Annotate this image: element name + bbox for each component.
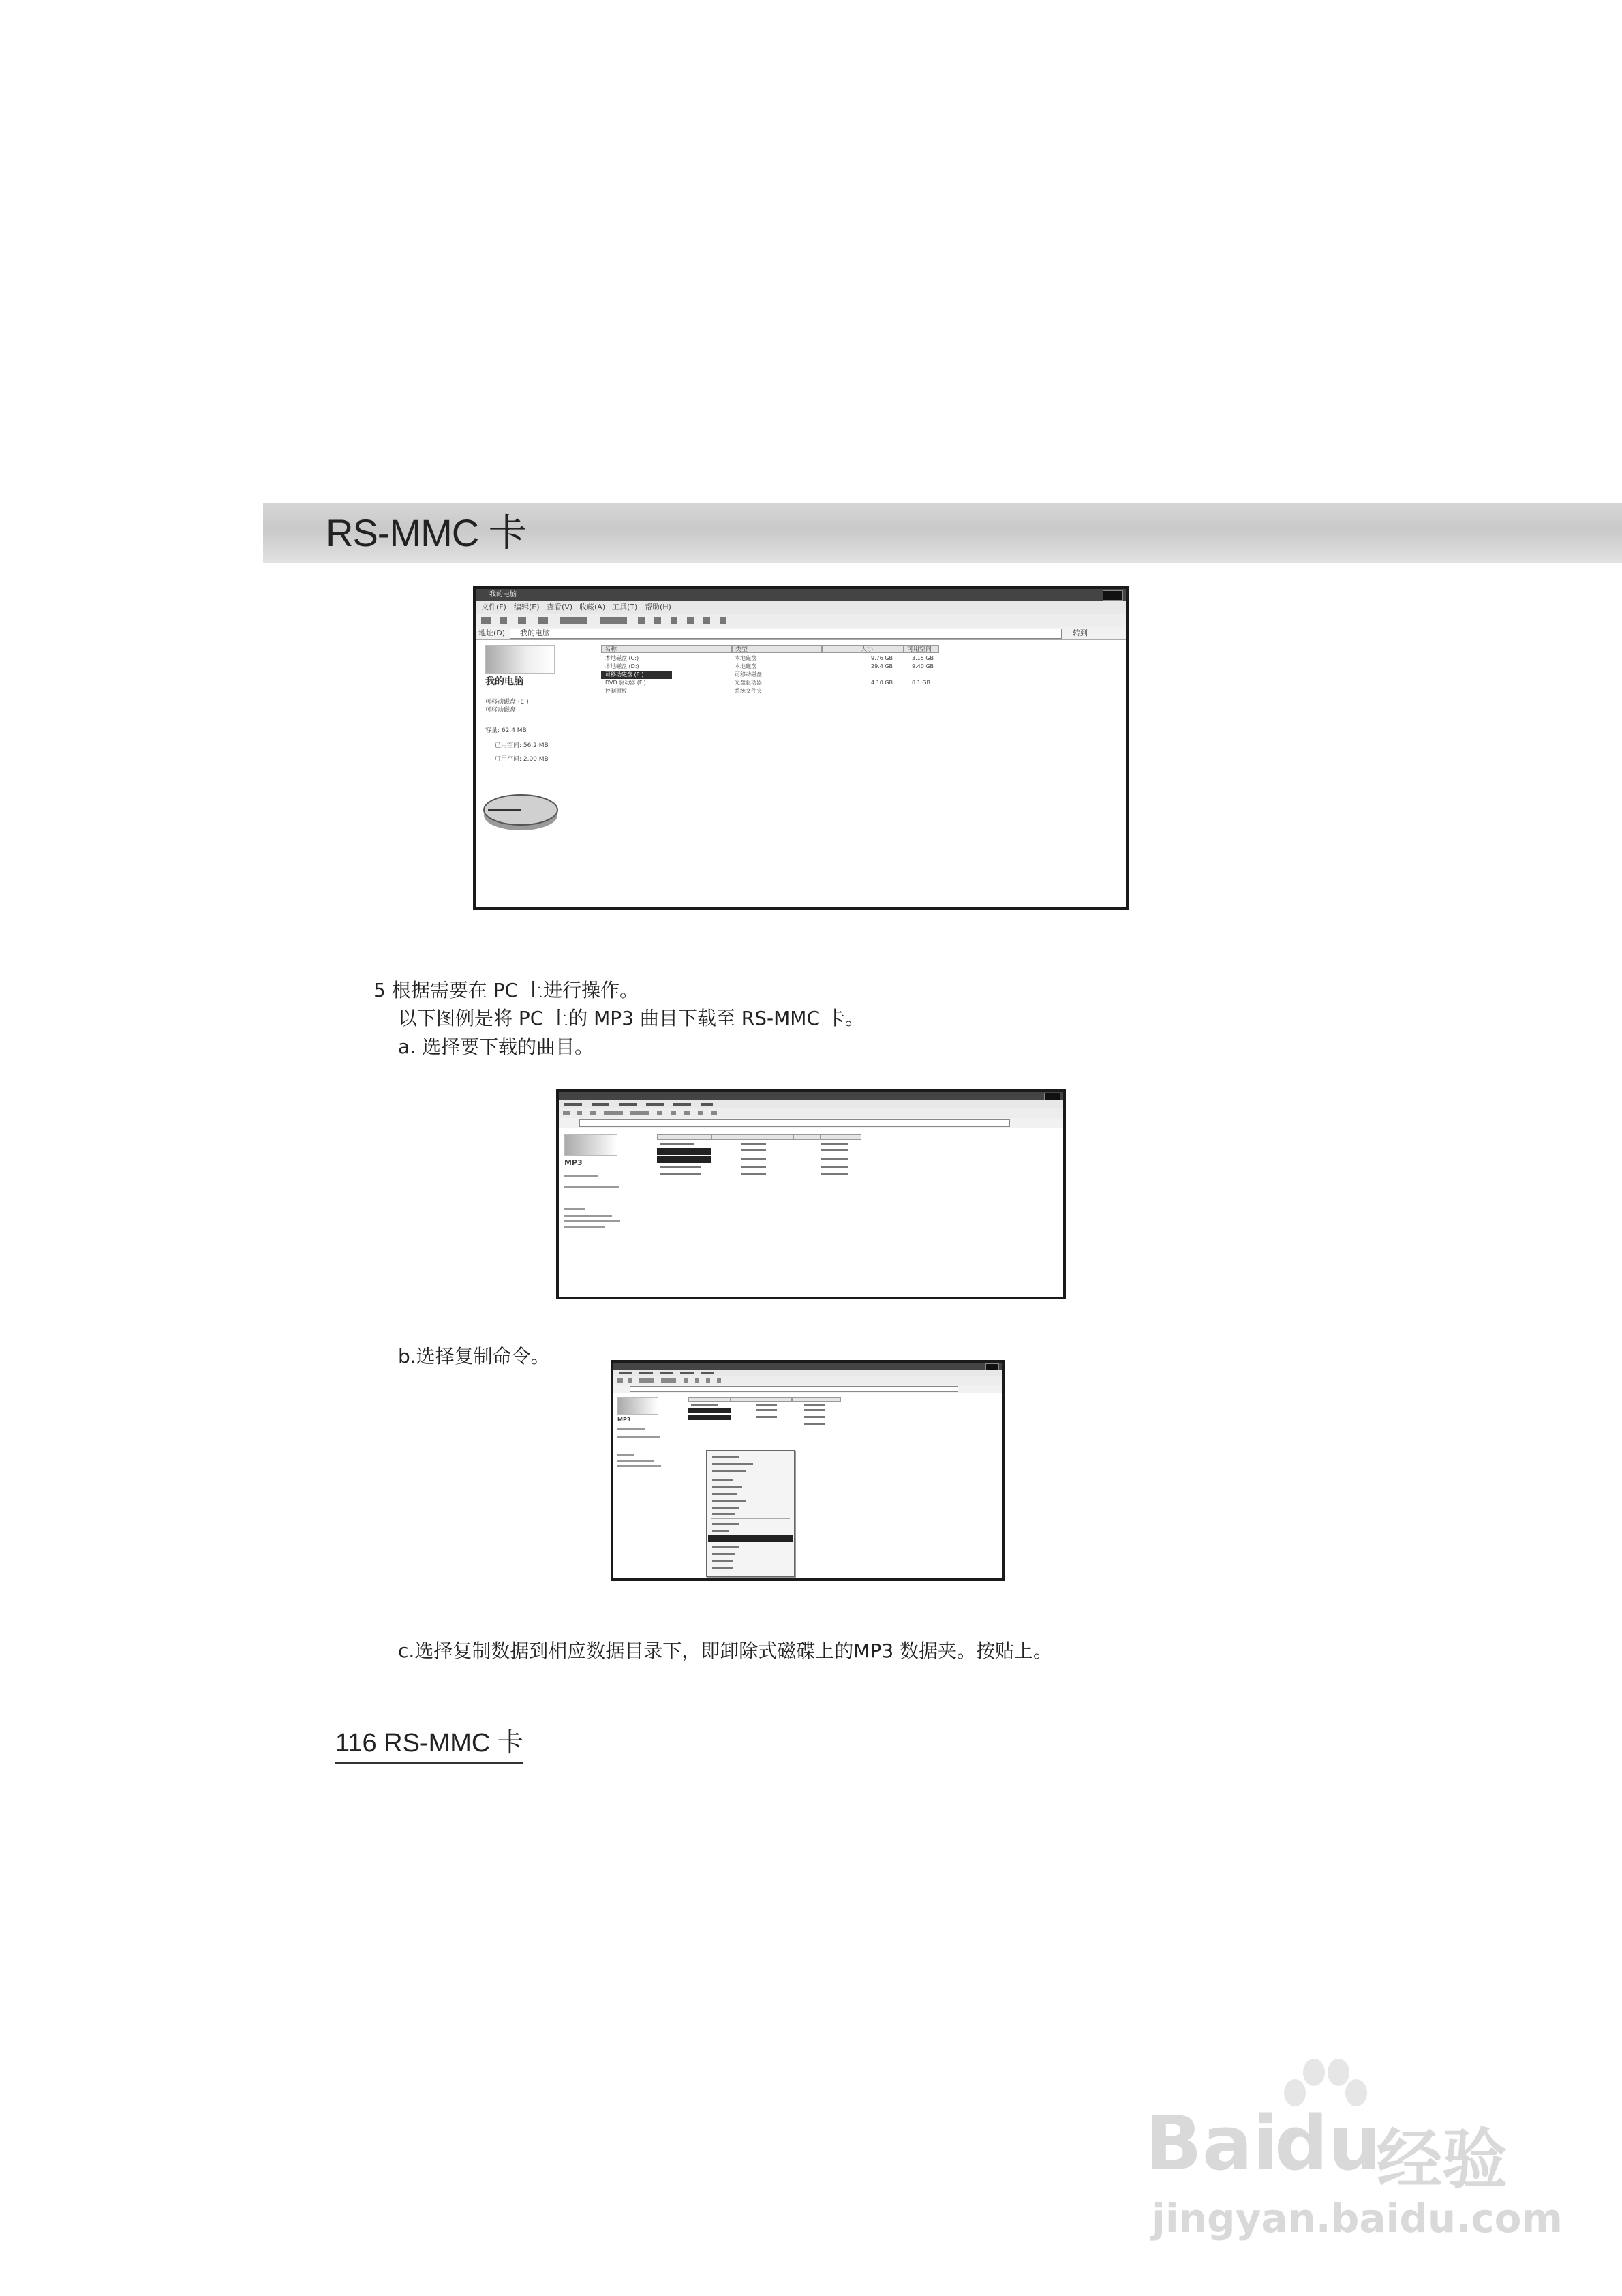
watermark-brand-2: du — [1274, 2100, 1382, 2187]
screenshot-copy-command — [611, 1360, 1005, 1581]
window-titlebar — [613, 1363, 1002, 1370]
window-title: 我的电脑 — [489, 591, 517, 599]
row-name: 控制面板 — [605, 688, 627, 694]
menu-file[interactable]: 文件(F) — [481, 603, 506, 611]
sidebar-text-lines — [616, 1428, 677, 1496]
toolbar-icons[interactable] — [562, 1108, 766, 1118]
column-header[interactable] — [792, 1397, 841, 1402]
toolbar — [476, 614, 1126, 628]
column-label: 类型 — [735, 646, 748, 653]
sidebar-line: 可移动磁盘 (E:) — [485, 699, 529, 706]
column-header-name[interactable] — [601, 645, 732, 653]
address-label: 地址(D) — [478, 629, 506, 637]
row-type: 系统文件夹 — [735, 688, 762, 694]
page-footer: 116 RS-MMC 卡 — [335, 1726, 523, 1764]
row-size: 4.10 GB — [871, 680, 893, 686]
row-name: 可移动磁盘 (E:) — [605, 671, 644, 678]
menu-edit[interactable]: 编辑(E) — [514, 603, 540, 611]
window-titlebar — [476, 589, 1126, 601]
address-input[interactable] — [630, 1386, 958, 1392]
address-bar — [559, 1118, 1063, 1128]
baidu-watermark — [1145, 2045, 1563, 2250]
column-header[interactable] — [821, 1134, 861, 1140]
window-controls — [1103, 590, 1123, 601]
disk-pie-icon — [481, 787, 577, 841]
menu-favorites[interactable]: 收藏(A) — [579, 603, 606, 611]
row-name: 本地磁盘 (C:) — [605, 655, 639, 661]
menu-items[interactable] — [562, 1100, 739, 1108]
step-a-text: a. 选择要下载的曲目。 — [398, 1036, 594, 1058]
row-free: 3.15 GB — [912, 655, 934, 661]
address-value: 我的电脑 — [520, 629, 550, 637]
row-type: 光盘驱动器 — [735, 680, 762, 686]
address-bar — [476, 627, 1126, 640]
step-b-text: b.选择复制命令。 — [398, 1345, 550, 1368]
track-list[interactable] — [688, 1402, 845, 1443]
context-menu[interactable] — [706, 1450, 795, 1577]
toolbar — [559, 1108, 1063, 1119]
file-list — [601, 654, 1078, 709]
column-header[interactable] — [711, 1134, 793, 1140]
address-input[interactable] — [579, 1119, 1010, 1127]
go-button[interactable]: 转到 — [1073, 629, 1088, 637]
watermark-url: jingyan.baidu.com — [1152, 2195, 1563, 2241]
column-label: 可用空间 — [907, 646, 932, 653]
column-header[interactable] — [731, 1397, 792, 1402]
column-header[interactable] — [793, 1134, 821, 1140]
toolbar-icons[interactable] — [480, 614, 766, 627]
my-computer-icon — [485, 645, 555, 674]
row-size: 29.4 GB — [871, 663, 893, 669]
column-header-type[interactable] — [732, 645, 822, 653]
row-size: 9.76 GB — [871, 655, 893, 661]
step-c-text: c.选择复制数据到相应数据目录下，即卸除式磁碟上的MP3 数据夹。按贴上。 — [398, 1640, 1053, 1662]
column-header[interactable] — [657, 1134, 711, 1140]
row-type: 本地磁盘 — [735, 655, 756, 661]
menu-bar — [476, 601, 1126, 614]
table-row[interactable] — [601, 663, 1010, 671]
sidebar-line: 可移动磁盘 — [485, 707, 517, 714]
step-5-text: 5 根据需要在 PC 上进行操作。 — [373, 979, 639, 1001]
sidebar-title: MP3 — [617, 1417, 631, 1423]
folder-icon — [564, 1134, 617, 1156]
sidebar-title: 我的电脑 — [485, 676, 523, 687]
table-row[interactable] — [601, 687, 1010, 695]
context-menu-items[interactable] — [707, 1451, 794, 1576]
table-row[interactable] — [601, 654, 1010, 663]
column-header-size[interactable] — [822, 645, 904, 653]
screenshot-select-tracks — [556, 1089, 1066, 1299]
column-header[interactable] — [688, 1397, 731, 1402]
menu-items[interactable] — [616, 1370, 766, 1376]
menu-view[interactable]: 查看(V) — [547, 603, 573, 611]
watermark-brand: Bai — [1145, 2100, 1279, 2187]
address-bar — [613, 1385, 1002, 1393]
menu-help[interactable]: 帮助(H) — [645, 603, 671, 611]
row-free: 0.1 GB — [912, 680, 930, 686]
step-5-detail: 以下图例是将 PC 上的 MP3 曲目下载至 RS-MMC 卡。 — [398, 1007, 864, 1029]
column-label: 大小 — [861, 646, 874, 653]
sidebar-title: MP3 — [564, 1158, 583, 1167]
folder-icon — [617, 1397, 658, 1415]
watermark-suffix: 经验 — [1377, 2121, 1508, 2198]
page-title: RS-MMC 卡 — [326, 511, 526, 554]
table-row[interactable] — [601, 679, 1010, 687]
column-label: 名称 — [605, 646, 617, 653]
window-titlebar — [559, 1092, 1063, 1100]
sidebar-line: 可用空间: 2.00 MB — [495, 756, 549, 763]
row-name: 本地磁盘 (D:) — [605, 663, 639, 669]
column-header-free[interactable] — [904, 645, 939, 653]
sidebar-line: 已用空间: 56.2 MB — [495, 742, 549, 749]
toolbar-icons[interactable] — [616, 1376, 793, 1385]
row-type: 可移动磁盘 — [735, 671, 762, 678]
screenshot-my-computer — [473, 586, 1129, 910]
row-type: 本地磁盘 — [735, 663, 756, 669]
sidebar-line: 容量: 62.4 MB — [485, 727, 527, 734]
sidebar-text-lines — [563, 1175, 638, 1257]
menu-tools[interactable]: 工具(T) — [612, 603, 638, 611]
row-name: DVD 驱动器 (F:) — [605, 680, 646, 686]
table-row-selected[interactable] — [601, 671, 1010, 679]
address-input[interactable] — [510, 629, 1062, 639]
left-pane — [476, 639, 596, 907]
row-free: 9.40 GB — [912, 663, 934, 669]
track-list[interactable] — [657, 1141, 889, 1189]
